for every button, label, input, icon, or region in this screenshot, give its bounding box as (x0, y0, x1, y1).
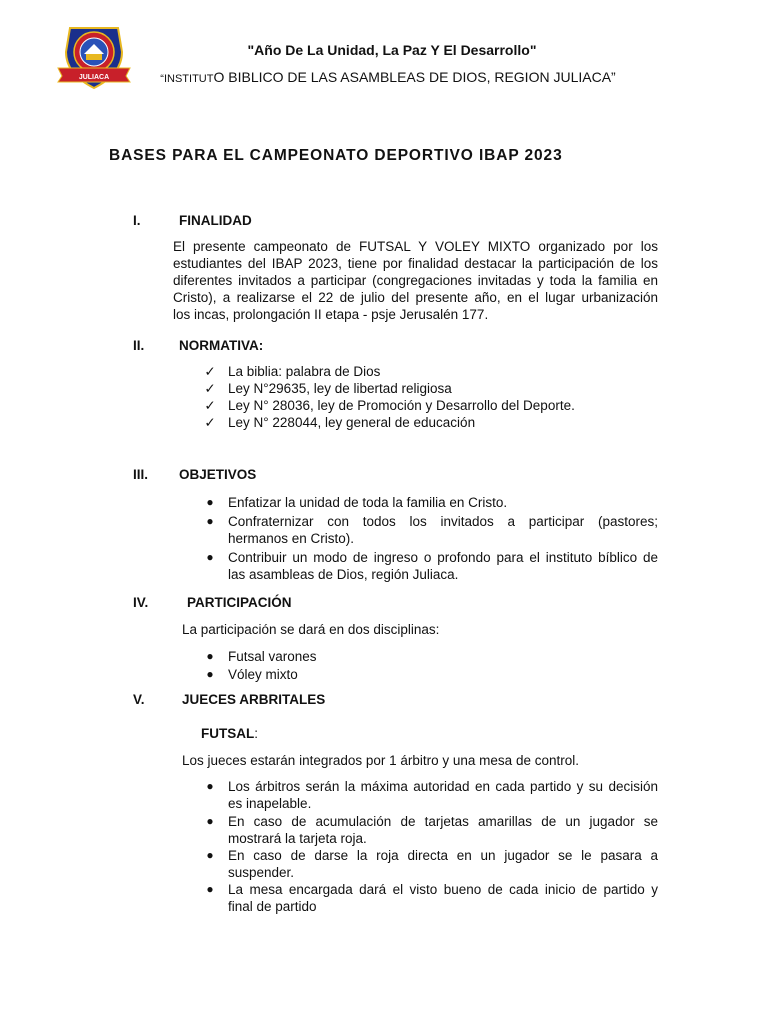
paragraph-line: diferentes invitados a participar (congregaciones invitadas y toda la familia en (173, 273, 658, 288)
participacion-intro: La participación se dará en dos disciplinas: (182, 622, 440, 637)
item-line: La mesa encargada dará el visto bueno de cada inicio de partido y (228, 882, 658, 897)
list-item-text (228, 513, 658, 547)
bullet-icon: ● (206, 779, 214, 793)
futsal-subheading (201, 725, 258, 742)
section-number: III. (133, 467, 149, 482)
institute-rest: O BIBLICO DE LAS ASAMBLEAS DE DIOS, REGION JULIACA” (213, 69, 616, 85)
futsal-label: FUTSAL (201, 726, 255, 741)
item-line: Confraternizar con todos los invitados a participar (pastores; (228, 514, 658, 529)
bullet-icon: ● (206, 667, 214, 681)
item-line: mostrará la tarjeta roja. (228, 831, 367, 846)
section-title-finalidad: FINALIDAD (179, 213, 252, 228)
list-item-text: Ley N°29635, ley de libertad religiosa (228, 381, 452, 396)
institute-name (0, 69, 768, 85)
section-number: IV. (133, 595, 149, 610)
list-item-text (228, 778, 658, 812)
check-icon: ✓ (204, 398, 216, 413)
item-line: Contribuir un modo de ingreso o profondo para el instituto bíblico de (228, 550, 658, 565)
section-title-participacion: PARTICIPACIÓN (187, 595, 292, 610)
section-number: II. (133, 338, 145, 353)
paragraph-line: Cristo), a realizarse el 22 de julio del presente año, en el lugar urbanización (173, 290, 658, 305)
paragraph-line: El presente campeonato de FUTSAL Y VOLEY MIXTO organizado por los (173, 239, 658, 254)
item-line: las asambleas de Dios, región Juliaca. (228, 567, 459, 582)
list-item-text: Futsal varones (228, 649, 317, 664)
section-title-jueces: JUECES ARBRITALES (182, 692, 326, 707)
list-item-text: Enfatizar la unidad de toda la familia en Cristo. (228, 495, 508, 510)
list-item-text: Ley N° 228044, ley general de educación (228, 415, 476, 430)
jueces-intro: Los jueces estarán integrados por 1 árbitro y una mesa de control. (182, 753, 579, 768)
list-item-text: Ley N° 28036, ley de Promoción y Desarrollo del Deporte. (228, 398, 575, 413)
item-line: hermanos en Cristo). (228, 531, 355, 546)
futsal-colon: : (254, 726, 259, 741)
paragraph-line: estudiantes del IBAP 2023, tiene por finalidad destacar la participación de los (173, 256, 658, 271)
bullet-icon: ● (206, 848, 214, 862)
bullet-icon: ● (206, 495, 214, 509)
bullet-icon: ● (206, 550, 214, 564)
section-number: V. (133, 692, 145, 707)
list-item-text (228, 813, 658, 847)
section-title-objetivos: OBJETIVOS (179, 467, 257, 482)
logo-banner-text: JULIACA (78, 74, 110, 81)
item-line: suspender. (228, 865, 295, 880)
motto: "Año De La Unidad, La Paz Y El Desarrollo" (247, 42, 537, 58)
list-item-text: Vóley mixto (228, 667, 298, 682)
list-item-text (228, 549, 658, 583)
check-icon: ✓ (204, 364, 216, 379)
list-item-text: La biblia: palabra de Dios (228, 364, 381, 379)
bullet-icon: ● (206, 814, 214, 828)
bullet-icon: ● (206, 649, 214, 663)
list-item-text (228, 847, 658, 881)
check-icon: ✓ (204, 381, 216, 396)
check-icon: ✓ (204, 415, 216, 430)
paragraph-line: los incas, prolongación II etapa - psje Jerusalén 177. (173, 307, 489, 322)
bullet-icon: ● (206, 882, 214, 896)
bullet-icon: ● (206, 514, 214, 528)
item-line: En caso de darse la roja directa en un jugador se le pasara a (228, 848, 658, 863)
institute-prefix: “INSTITUT (160, 73, 214, 85)
item-line: es inapelable. (228, 796, 312, 811)
document-title: BASES PARA EL CAMPEONATO DEPORTIVO IBAP 2023 (109, 147, 563, 164)
list-item-text (228, 881, 658, 915)
item-line: Los árbitros serán la máxima autoridad en cada partido y su decisión (228, 779, 658, 794)
item-line: final de partido (228, 899, 317, 914)
section-number: I. (133, 213, 141, 228)
item-line: En caso de acumulación de tarjetas amarillas de un jugador se (228, 814, 658, 829)
section-title-normativa: NORMATIVA: (179, 338, 264, 353)
finalidad-paragraph (173, 238, 658, 323)
